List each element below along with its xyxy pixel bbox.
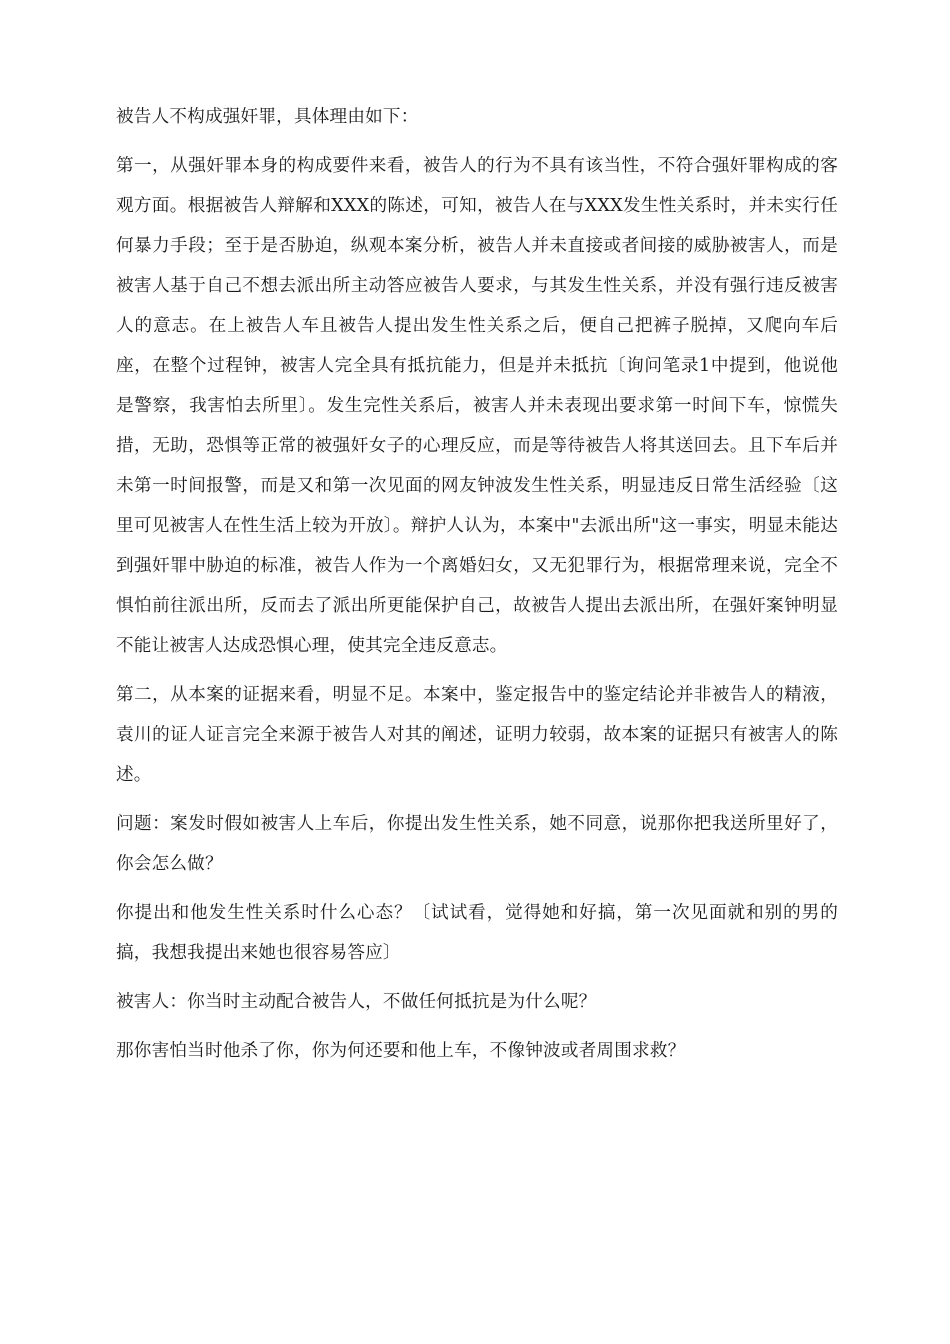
document-body [116,97,838,1080]
paragraph-question-2: 你提出和他发生性关系时什么心态？〔试试看，觉得她和好搞，第一次见面就和别的男的搞，我想我提出来她也很容易答应〕 [116,903,838,963]
paragraph-second-argument: 第二，从本案的证据来看，明显不足。本案中，鉴定报告中的鉴定结论并非被告人的精液，袁川的证人证言完全来源于被告人对其的阐述，证明力较弱，故本案的证据只有被害人的陈述。 [116,685,838,785]
paragraph-question-1: 问题：案发时假如被害人上车后，你提出发生性关系，她不同意，说那你把我送所里好了，你会怎么做？ [116,814,838,874]
paragraph-first-argument: 第一，从强奸罪本身的构成要件来看，被告人的行为不具有该当性，不符合强奸罪构成的客观方面。根据被告人辩解和XXX的陈述，可知，被告人在与XXX发生性关系时，并未实行任何暴力手段；至于是否胁迫，纵观本案分析，被告人并未直接或者间接的威胁被害人，而是被害人基于自己不想去派出所主动答应被告人要求，与其发生性关系，并没有强行违反被害人的意志。在上被告人车且被告人提出发生性关系之后，便自己把裤子脱掉，又爬向车后座，在整个过程钟，被害人完全具有抵抗能力，但是并未抵抗〔询问笔录1中提到，他说他是警察，我害怕去所里〕。发生完性关系后，被害人并未表现出要求第一时间下车，惊慌失措，无助，恐惧等正常的被强奸女子的心理反应，而是等待被告人将其送回去。且下车后并未第一时间报警，而是又和第一次见面的网友钟波发生性关系，明显违反日常生活经验〔这里可见被害人在性生活上较为开放〕。辩护人认为，本案中"去派出所"这一事实，明显未能达到强奸罪中胁迫的标准，被告人作为一个离婚妇女，又无犯罪行为，根据常理来说，完全不惧怕前往派出所，反而去了派出所更能保护自己，故被告人提出去派出所，在强奸案钟明显不能让被害人达成恐惧心理，使其完全违反意志。 [116,156,838,656]
paragraph-question-3: 被害人：你当时主动配合被告人，不做任何抵抗是为什么呢？ [116,992,597,1012]
paragraph-question-4: 那你害怕当时他杀了你，你为何还要和他上车，不像钟波或者周围求救？ [116,1041,686,1061]
paragraph-intro: 被告人不构成强奸罪，具体理由如下： [116,107,419,127]
